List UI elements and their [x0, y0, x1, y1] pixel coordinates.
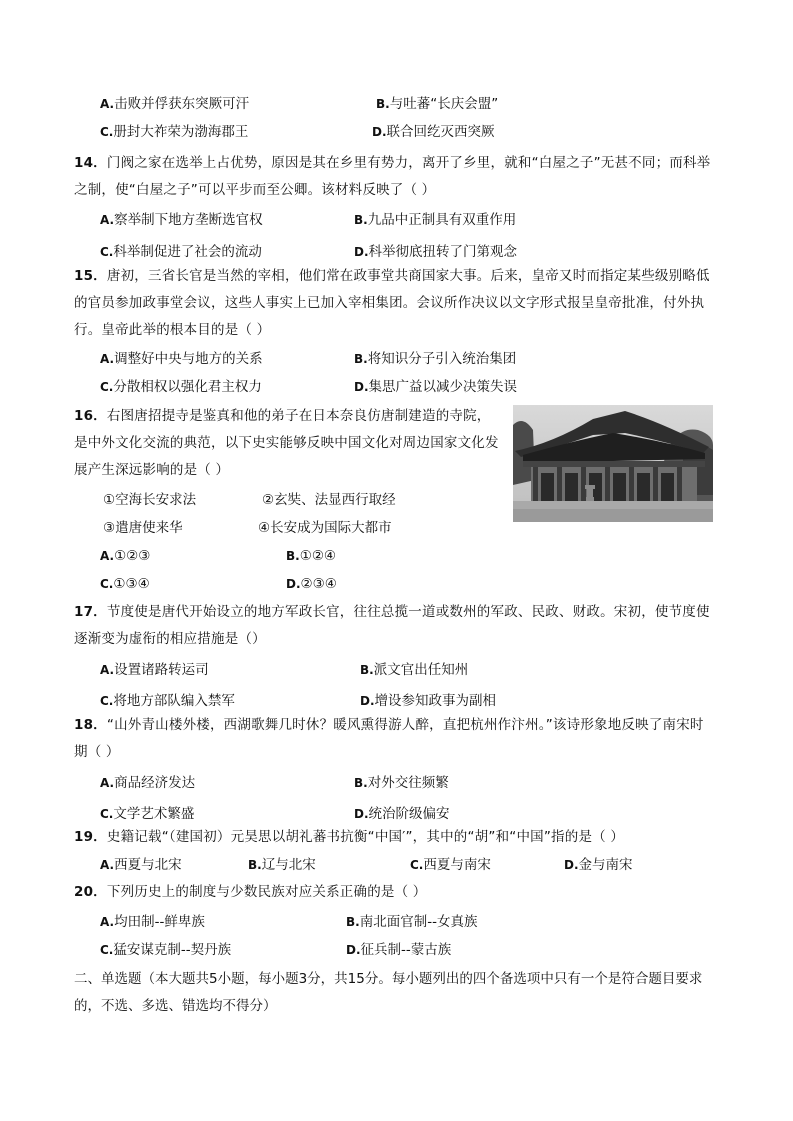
- option-row: [100, 238, 714, 266]
- option-row: [100, 570, 500, 598]
- option-c: C.科举制促进了社会的流动: [100, 244, 262, 260]
- option-d: D.征兵制--蒙古族: [346, 942, 452, 958]
- question-18-stem: 18．“山外青山楼外楼，西湖歌舞几时休？暖风熏得游人醉，直把杭州作汴州。”该诗形象地反映了南宋时期（ ）: [74, 717, 704, 760]
- item-1: ①空海长安求法: [103, 492, 197, 508]
- option-d: D.②③④: [286, 576, 337, 592]
- option-c: C.①③④: [100, 576, 150, 592]
- option-c: C.分散相权以强化君主权力: [100, 379, 262, 395]
- option-b: B.将知识分子引入统治集团: [354, 351, 517, 367]
- option-a: A.设置诸路转运司: [100, 662, 209, 678]
- option-c: C.西夏与南宋: [410, 857, 491, 873]
- temple-photo: [513, 405, 713, 522]
- question-16-items: [100, 486, 500, 542]
- question-14: [74, 150, 714, 266]
- item-2: ②玄奘、法显西行取经: [262, 492, 396, 508]
- option-a: A.①②③: [100, 548, 151, 564]
- option-row: [100, 118, 700, 146]
- option-b: B.派文官出任知州: [360, 662, 469, 678]
- option-c: C.将地方部队编入禁军: [100, 693, 235, 709]
- option-d: D.科举彻底扭转了门第观念: [354, 244, 518, 260]
- option-row: [100, 656, 714, 687]
- option-d: D.集思广益以减少决策失误: [354, 379, 518, 395]
- option-row: [100, 345, 714, 373]
- question-16: [74, 403, 504, 484]
- question-15: [74, 263, 714, 401]
- question-19: [74, 824, 714, 879]
- option-c: C.册封大祚荣为渤海郡王: [100, 124, 249, 140]
- option-b: B.①②④: [286, 548, 337, 564]
- question-14-stem: 14．门阀之家在选举上占优势，原因是其在乡里有势力，离开了乡里，就和“白屋之子”无甚不同；而科举之制，使“白屋之子”可以平步而至公卿。该材料反映了（ ）: [74, 155, 711, 198]
- option-row: [100, 908, 714, 936]
- option-row: [100, 90, 700, 118]
- option-a: A.击败并俘获东突厥可汗: [100, 96, 250, 112]
- option-a: A.西夏与北宋: [100, 857, 182, 873]
- option-b: B.与吐蕃“长庆会盟”: [376, 96, 499, 112]
- option-b: B.辽与北宋: [248, 857, 316, 873]
- option-a: A.商品经济发达: [100, 775, 196, 791]
- option-d: D.增设参知政事为副相: [360, 693, 497, 709]
- option-c: C.文学艺术繁盛: [100, 806, 195, 822]
- item-3: ③遣唐使来华: [103, 520, 183, 536]
- section-2-heading: 二、单选题（本大题共5小题，每小题3分，共15分。每小题列出的四个备选项中只有一个是符合题目要求的，不选、多选、错选均不得分）: [74, 971, 703, 1014]
- option-b: B.九品中正制具有双重作用: [354, 212, 517, 228]
- temple-image: [513, 405, 713, 522]
- option-c: C.猛安谋克制--契丹族: [100, 942, 232, 958]
- option-row: [100, 769, 714, 800]
- question-17-stem: 17．节度使是唐代开始设立的地方军政长官，往往总揽一道或数州的军政、民政、财政。宋初，使节度使逐渐变为虚衔的相应措施是（）: [74, 604, 710, 647]
- question-20-stem: 20．下列历史上的制度与少数民族对应关系正确的是（ ）: [74, 884, 427, 900]
- option-d: D.金与南宋: [564, 857, 633, 873]
- option-row: [100, 851, 714, 879]
- question-13-options: [100, 90, 700, 146]
- option-row: [100, 687, 714, 715]
- option-a: A.均田制--鲜卑族: [100, 914, 205, 930]
- option-d: D.联合回纥灭西突厥: [372, 124, 495, 140]
- item-4: ④长安成为国际大都市: [258, 520, 392, 536]
- option-a: A.调整好中央与地方的关系: [100, 351, 263, 367]
- question-18: [74, 712, 714, 828]
- option-row: [100, 936, 714, 964]
- option-b: B.南北面官制--女真族: [346, 914, 478, 930]
- question-15-stem: 15．唐初，三省长官是当然的宰相，他们常在政事堂共商国家大事。后来，皇帝又时而指定某些级别略低的官员参加政事堂会议，这些人事实上已加入宰相集团。会议所作决议以文字形式报呈皇帝批准，付外执行。皇帝此举的根本目的是（ ）: [74, 268, 710, 338]
- question-16-stem: 16．右图唐招提寺是鉴真和他的弟子在日本奈良仿唐制建造的寺院，是中外文化交流的典范，以下史实能够反映中国文化对周边国家文化发展产生深远影响的是（ ）: [74, 408, 499, 478]
- option-a: A.察举制下地方垄断选官权: [100, 212, 263, 228]
- option-row: [100, 542, 500, 570]
- question-19-stem: 19．史籍记载“（建国初）元昊思以胡礼蕃书抗衡“中国′”，其中的“胡”和“中国”指的是（ ）: [74, 829, 625, 845]
- option-d: D.统治阶级偏安: [354, 806, 450, 822]
- option-row: [100, 206, 714, 238]
- option-b: B.对外交往频繁: [354, 775, 449, 791]
- question-16-options: [100, 542, 500, 598]
- question-20: [74, 879, 714, 964]
- option-row: [100, 373, 714, 401]
- question-17: [74, 599, 714, 715]
